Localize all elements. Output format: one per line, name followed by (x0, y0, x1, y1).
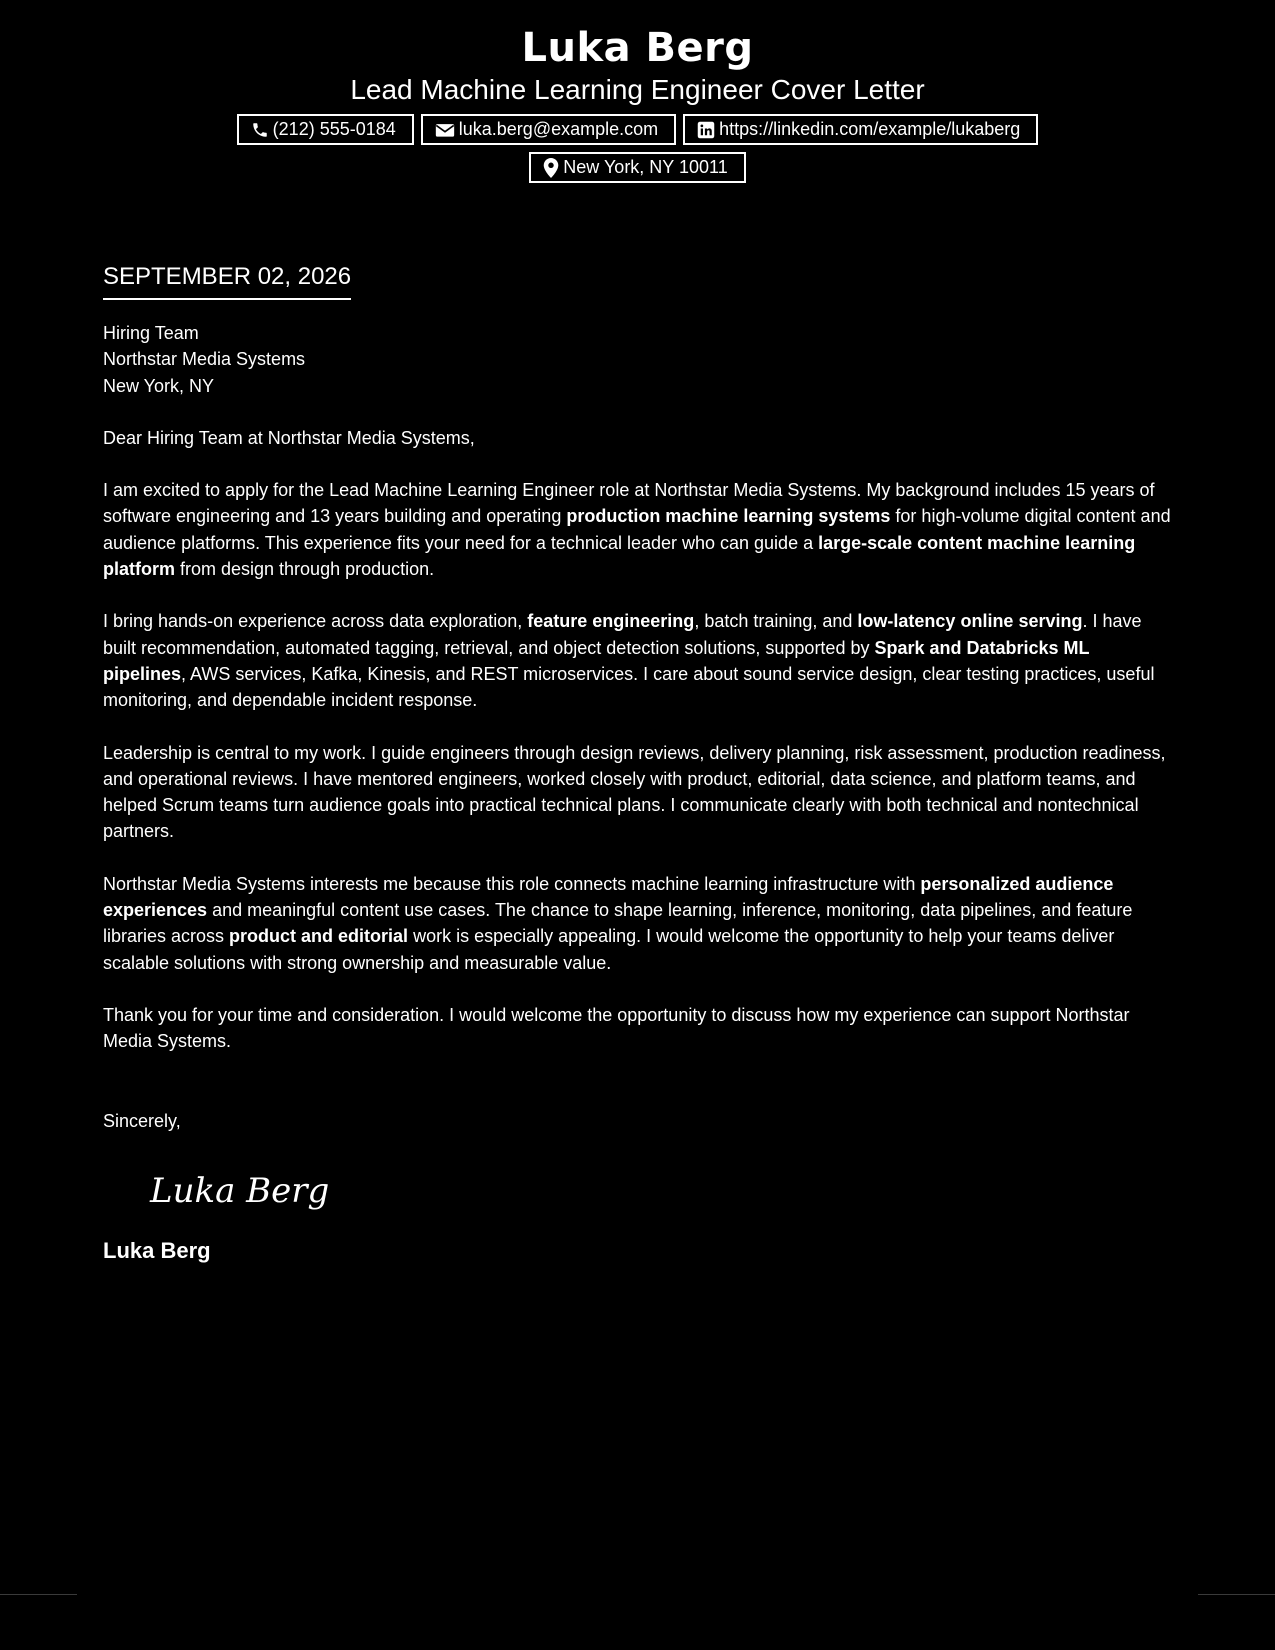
paragraph-text: Thank you for your time and consideration. I would welcome the opportunity to discuss how my experience can support Northstar Media Systems. (103, 1004, 1130, 1052)
emphasis-text: feature engineering (527, 611, 695, 632)
emphasis-text: low-latency online serving (857, 611, 1083, 632)
letter-header (0, 0, 1275, 183)
contact-row-primary (0, 114, 1275, 145)
paragraph-text: . I have built recommendation, automated tagging, retrieval, and object detection solutions, supported by (103, 611, 1142, 658)
recipient-block (103, 320, 1173, 399)
recipient-line: New York, NY (103, 375, 215, 396)
paragraph-text: for high-volume digital content and audience platforms. This experience fits your need for a technical leader who can guide a (103, 506, 1171, 553)
paragraph-text: , batch training, and (694, 611, 858, 632)
paragraph-text: work is especially appealing. I would welcome the opportunity to help your teams deliver scalable solutions with strong ownership and measurable value. (103, 926, 1115, 973)
linkedin-icon (697, 121, 715, 139)
envelope-icon (435, 121, 455, 139)
body-paragraph (103, 740, 1173, 845)
linkedin-chip[interactable] (683, 114, 1038, 145)
footer-rule-right (1198, 1594, 1275, 1595)
phone-icon (251, 121, 269, 139)
letter-body (103, 262, 1173, 1264)
paragraph-text: from design through production. (175, 559, 435, 580)
paragraph-text: , AWS services, Kafka, Kinesis, and REST microservices. I care about sound service design, clear testing practices, useful monitoring, and dependable incident response. (103, 663, 1155, 711)
paragraph-text: I bring hands-on experience across data exploration, (103, 611, 528, 632)
letter-date: SEPTEMBER 02, 2026 (103, 262, 351, 300)
email-text: luka.berg@example.com (458, 119, 659, 139)
footer-rule-left (0, 1594, 77, 1595)
document-title: Lead Machine Learning Engineer Cover Letter (350, 74, 925, 105)
paragraphs (103, 477, 1173, 1054)
body-paragraph (103, 1002, 1173, 1055)
paragraph-text: I am excited to apply for the Lead Machine Learning Engineer role at Northstar Media Systems. My background includes 15 years of software engineering and 13 years building and operating (103, 480, 1155, 527)
body-paragraph (103, 871, 1173, 976)
phone-chip[interactable] (237, 114, 414, 145)
signature-text: Luka Berg (150, 1170, 330, 1211)
paragraph-text: and meaningful content use cases. The chance to shape learning, inference, monitoring, data pipelines, and feature libraries across (103, 900, 1133, 947)
location-text: New York, NY 10011 (563, 157, 728, 177)
linkedin-text: https://linkedin.com/example/lukaberg (719, 119, 1021, 139)
emphasis-text: large-scale content machine learning platform (103, 532, 1136, 580)
signed-name: Luka Berg (103, 1237, 211, 1263)
contact-row-secondary (0, 152, 1275, 183)
signature-image (148, 1166, 1173, 1216)
emphasis-text: Spark and Databricks ML pipelines (103, 637, 1090, 684)
email-chip[interactable] (421, 114, 676, 145)
applicant-name: Luka Berg (521, 25, 754, 71)
paragraph-text: Northstar Media Systems interests me because this role connects machine learning infrastructure with (103, 873, 921, 894)
body-paragraph (103, 608, 1173, 713)
salutation: Dear Hiring Team at Northstar Media Systems, (103, 427, 475, 448)
body-paragraph (103, 477, 1173, 582)
emphasis-text: product and editorial (229, 926, 409, 947)
emphasis-text: personalized audience experiences (103, 873, 1114, 921)
paragraph-text: Leadership is central to my work. I guide engineers through design reviews, delivery planning, risk assessment, production readiness, and operational reviews. I have mentored engineers, worked closely with product, editorial, data science, and platform teams, and helped Scrum teams turn audience goals into practical technical plans. I communicate clearly with both technical and nontechnical partners. (103, 742, 1166, 842)
emphasis-text: production machine learning systems (566, 506, 891, 527)
recipient-line: Hiring Team (103, 323, 199, 343)
map-marker-icon (543, 158, 559, 178)
location-chip (529, 152, 745, 183)
recipient-line: Northstar Media Systems (103, 349, 306, 370)
closing: Sincerely, (103, 1110, 181, 1131)
phone-text: (212) 555-0184 (272, 119, 396, 139)
